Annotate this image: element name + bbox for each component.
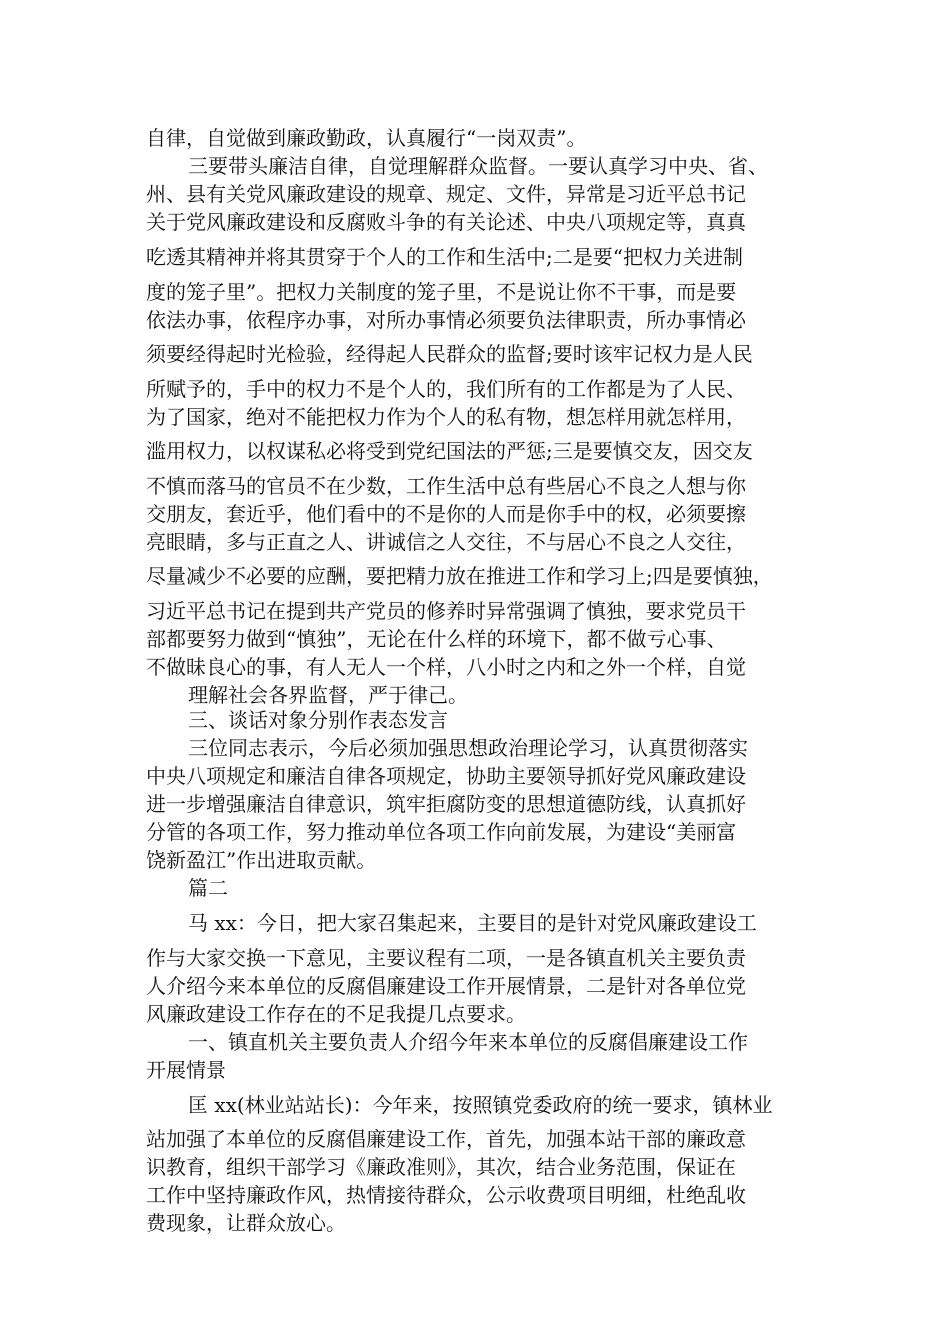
text-line: 依法办事，依程序办事，对所办事情必须要负法律职责，所办事情必 [146, 308, 746, 332]
text-line: 吃透其精神并将其贯穿于个人的工作和生活中;二是要“把权力关进制 [146, 245, 743, 269]
text-line: 费现象，让群众放心。 [146, 1211, 346, 1235]
text-line: 部都要努力做到“慎独”，无论在什么样的环境下，都不做亏心事、 [146, 627, 727, 651]
text-line: 站加强了本单位的反腐倡廉建设工作，首先，加强本站干部的廉政意 [146, 1127, 746, 1151]
text-line: 开展情景 [146, 1058, 226, 1082]
section-heading: 篇二 [188, 876, 228, 900]
text-line: 亮眼睛，多与正直之人、讲诚信之人交往，不与居心不良之人交往， [146, 530, 746, 554]
text-line: 进一步增强廉洁自律意识，筑牢拒腐防变的思想道德防线，认真抓好 [146, 792, 746, 816]
text-line: 人介绍今来本单位的反腐倡廉建设工作开展情景，二是针对各单位党 [146, 974, 746, 998]
text-line: 识教育，组织干部学习《廉政准则》，其次，结合业务范围，保证在 [146, 1155, 736, 1179]
text-line: 工作中坚持廉政作风，热情接待群众，公示收费项目明细，杜绝乱收 [146, 1183, 746, 1207]
text-line: 风廉政建设工作存在的不足我提几点要求。 [146, 1002, 526, 1026]
text-line: 理解社会各界监督，严于律己。 [188, 683, 468, 707]
text-line: 不做昧良心的事，有人无人一个样，八小时之内和之外一个样，自觉 [146, 655, 746, 679]
text-line: 作与大家交换一下意见，主要议程有二项，一是各镇直机关主要负责 [146, 946, 746, 970]
text-line: 关于党风廉政建设和反腐败斗争的有关论述、中央八项规定等，真真 [146, 210, 746, 234]
text-line: 为了国家，绝对不能把权力作为个人的私有物，想怎样用就怎样用， [146, 405, 746, 429]
text-line: 须要经得起时光检验，经得起人民群众的监督;要时该牢记权力是人民 [146, 342, 753, 366]
text-line: 匡 xx(林业站站长)：今年来，按照镇党委政府的统一要求，镇林业 [188, 1093, 773, 1117]
section-heading: 三、谈话对象分别作表态发言 [188, 708, 448, 732]
text-line: 一、镇直机关主要负责人介绍今年来本单位的反腐倡廉建设工作 [188, 1030, 748, 1054]
text-line: 自律，自觉做到廉政勤政，认真履行“一岗双责”。 [146, 126, 587, 150]
text-line: 中央八项规定和廉洁自律各项规定，协助主要领导抓好党风廉政建设 [146, 764, 746, 788]
text-line: 州、县有关党风廉政建设的规章、规定、文件，异常是习近平总书记 [146, 182, 746, 206]
text-line: 三要带头廉洁自律，自觉理解群众监督。一要认真学习中央、省、 [188, 154, 768, 178]
text-line: 不慎而落马的官员不在少数，工作生活中总有些居心不良之人想与你 [146, 474, 746, 498]
text-line: 度的笼子里”。把权力关制度的笼子里，不是说让你不干事，而是要 [146, 280, 737, 304]
text-line: 饶新盈江”作出进取贡献。 [146, 848, 377, 872]
text-line: 习近平总书记在提到共产党员的修养时异常强调了慎独，要求党员干 [146, 599, 746, 623]
text-line: 交朋友，套近乎，他们看中的不是你的人而是你手中的权，必须要擦 [146, 502, 746, 526]
text-line: 所赋予的，手中的权力不是个人的，我们所有的工作都是为了人民、 [146, 377, 746, 401]
text-line: 三位同志表示，今后必须加强思想政治理论学习，认真贯彻落实 [188, 736, 748, 760]
text-line: 滥用权力，以权谋私必将受到党纪国法的严惩;三是要慎交友，因交友 [146, 439, 753, 463]
text-line: 分管的各项工作，努力推动单位各项工作向前发展，为建设“美丽富 [146, 820, 737, 844]
text-line: 马 xx：今日，把大家召集起来，主要目的是针对党风廉政建设工 [188, 911, 757, 935]
text-line: 尽量减少不必要的应酬，要把精力放在推进工作和学习上;四是要慎独， [146, 564, 773, 588]
